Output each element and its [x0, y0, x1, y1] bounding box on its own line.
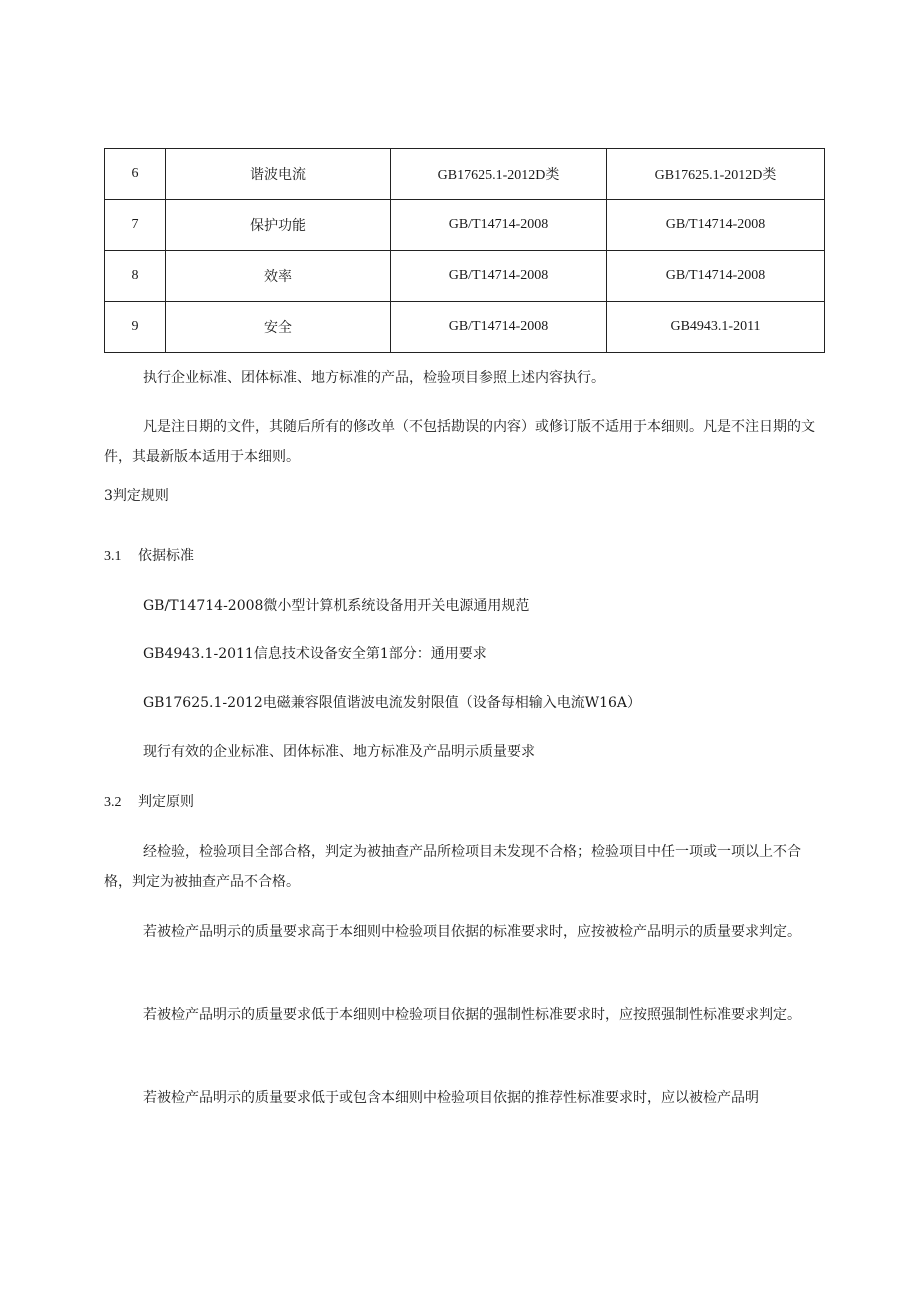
- inspection-item: 谐波电流: [166, 149, 391, 200]
- inspection-items-table: [104, 148, 825, 353]
- standard-item: GB17625.1-2012电磁兼容限值谐波电流发射限值（设备每相输入电流W16A）: [143, 695, 642, 711]
- test-method: GB/T14714-2008: [391, 251, 607, 302]
- section-number: 3.2: [104, 795, 122, 810]
- dated-documents-note: 凡是注日期的文件，其随后所有的修改单（不包括勘误的内容）或修订版不适用于本细则。凡是不注日期的文件，其最新版本适用于本细则。: [104, 419, 815, 465]
- table-row: [105, 149, 825, 200]
- principle-paragraph: 若被检产品明示的质量要求高于本细则中检验项目依据的标准要求时，应按被检产品明示的质量要求判定。: [143, 924, 801, 940]
- table-row: [105, 200, 825, 251]
- principle-paragraph: 若被检产品明示的质量要求低于或包含本细则中检验项目依据的推荐性标准要求时，应以被检产品明: [143, 1090, 759, 1106]
- row-number: 8: [105, 251, 166, 302]
- row-number: 7: [105, 200, 166, 251]
- row-number: 9: [105, 302, 166, 353]
- enterprise-standard-note: 执行企业标准、团体标准、地方标准的产品，检验项目参照上述内容执行。: [143, 370, 605, 386]
- judgment-standard: GB/T14714-2008: [607, 200, 825, 251]
- table-row: [105, 302, 825, 353]
- section-3-title: 3判定规则: [104, 488, 169, 504]
- principle-paragraph: 经检验，检验项目全部合格，判定为被抽查产品所检项目未发现不合格；检验项目中任一项或一项以上不合格，判定为被抽查产品不合格。: [104, 844, 801, 890]
- section-3-1-heading: [104, 546, 194, 567]
- test-method: GB/T14714-2008: [391, 302, 607, 353]
- section-number: 3.1: [104, 549, 122, 564]
- standard-item: GB4943.1-2011信息技术设备安全第1部分：通用要求: [143, 646, 487, 662]
- section-title: 判定原则: [138, 794, 194, 810]
- judgment-standard: GB4943.1-2011: [607, 302, 825, 353]
- standard-item: GB/T14714-2008微小型计算机系统设备用开关电源通用规范: [143, 598, 530, 614]
- standard-item: 现行有效的企业标准、团体标准、地方标准及产品明示质量要求: [143, 744, 535, 760]
- table-row: [105, 251, 825, 302]
- inspection-item: 保护功能: [166, 200, 391, 251]
- inspection-item: 安全: [166, 302, 391, 353]
- inspection-item: 效率: [166, 251, 391, 302]
- principle-paragraph: 若被检产品明示的质量要求低于本细则中检验项目依据的强制性标准要求时，应按照强制性标准要求判定。: [143, 1007, 801, 1023]
- section-3-2-heading: [104, 792, 194, 813]
- test-method: GB17625.1-2012D类: [391, 149, 607, 200]
- judgment-standard: GB/T14714-2008: [607, 251, 825, 302]
- section-title: 依据标准: [138, 548, 194, 564]
- row-number: 6: [105, 149, 166, 200]
- test-method: GB/T14714-2008: [391, 200, 607, 251]
- judgment-standard: GB17625.1-2012D类: [607, 149, 825, 200]
